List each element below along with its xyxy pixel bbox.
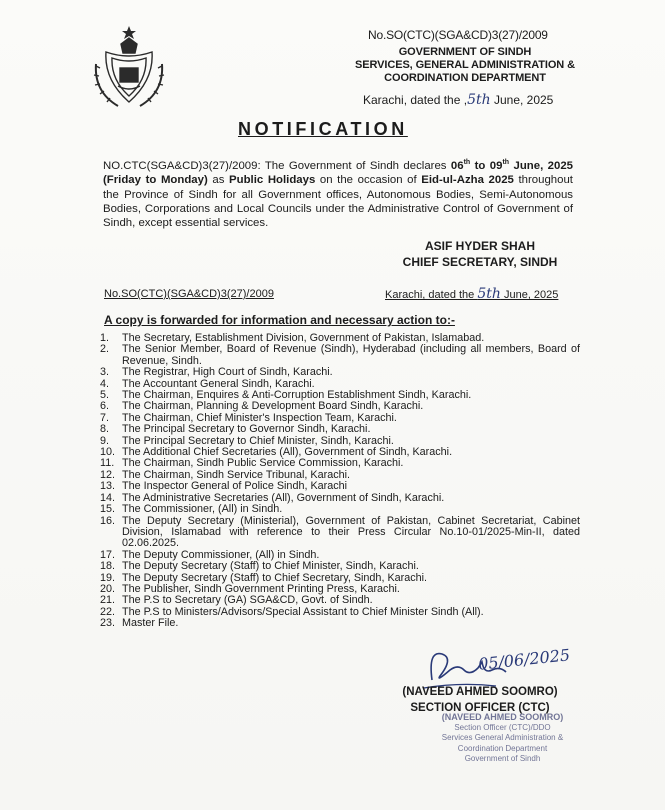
list-item xyxy=(100,367,580,378)
day-from-num: 06 xyxy=(450,159,464,172)
list-item-number: 8. xyxy=(100,423,110,436)
day-to xyxy=(490,160,509,172)
list-item-number: 15. xyxy=(100,503,116,516)
stamp-line-1: (NAVEED AHMED SOOMRO) xyxy=(441,712,564,722)
list-item-text: The Administrative Secretaries (All), Government of Sindh, Karachi. xyxy=(122,491,445,504)
list-item-text: The Commissioner, (All) in Sindh. xyxy=(122,503,283,516)
list-item-number: 5. xyxy=(100,389,110,402)
list-item-number: 13. xyxy=(100,480,116,493)
body-text-1: The Government of Sindh declares xyxy=(260,159,451,172)
forward-dated-prefix: Karachi, dated the xyxy=(385,289,478,301)
forward-handwritten-day: 5th xyxy=(477,286,501,302)
day-from xyxy=(451,160,470,172)
list-item-text: The Publisher, Sindh Government Printing Press, Karachi. xyxy=(122,582,400,595)
official-stamp xyxy=(430,712,575,765)
list-item-text: The P.S to Secretary (GA) SGA&CD, Govt. of Sindh. xyxy=(122,594,373,607)
list-item-text: The Deputy Commissioner, (All) in Sindh. xyxy=(122,548,320,561)
handwritten-signature-date: 05/06/2025 xyxy=(477,645,571,674)
gov-line-3: COORDINATION DEPARTMENT xyxy=(384,72,546,84)
signer-title: CHIEF SECRETARY, SINDH xyxy=(402,255,558,269)
stamp-line-4: Coordination Department xyxy=(457,743,548,753)
officer-title: SECTION OFFICER (CTC) xyxy=(410,702,550,714)
body-text-2: as xyxy=(207,174,230,187)
forward-dated-suffix: June, 2025 xyxy=(500,289,559,301)
list-item-text: The Additional Chief Secretaries (All), Government of Sindh, Karachi. xyxy=(122,446,453,459)
list-item-number: 3. xyxy=(100,366,110,379)
gov-line-1: GOVERNMENT OF SINDH xyxy=(398,46,532,58)
dated-suffix: June, 2025 xyxy=(490,93,554,107)
public-holidays: Public Holidays xyxy=(229,174,316,187)
to-word: to xyxy=(470,159,490,172)
list-item-text: The Chairman, Chief Minister's Inspection Team, Karachi. xyxy=(122,411,397,424)
list-item-number: 2. xyxy=(100,343,110,356)
list-item-text: The Chairman, Sindh Service Tribunal, Karachi. xyxy=(122,468,351,481)
list-item-number: 1. xyxy=(100,332,110,344)
distribution-list xyxy=(100,333,580,630)
gov-line-2: SERVICES, GENERAL ADMINISTRATION & xyxy=(355,59,575,71)
list-item-number: 18. xyxy=(100,560,116,573)
list-item-number: 6. xyxy=(100,400,110,413)
list-item-text: The Chairman, Sindh Public Service Commission, Karachi. xyxy=(122,457,404,470)
list-item-text: Master File. xyxy=(122,617,179,630)
list-item xyxy=(100,618,580,629)
list-item-text: The Principal Secretary to Governor Sindh, Karachi. xyxy=(122,423,371,436)
list-item-number: 17. xyxy=(100,548,116,561)
list-item-text: The Deputy Secretary (Staff) to Chief Minister, Sindh, Karachi. xyxy=(122,560,419,573)
sindh-government-emblem-icon xyxy=(88,20,170,112)
list-item-number: 16. xyxy=(100,514,116,527)
list-item-number: 21. xyxy=(100,594,116,607)
eid-name: Eid-ul-Azha 2025 xyxy=(421,174,514,187)
list-item-text: The Senior Member, Board of Revenue (Sindh), Hyderabad (including all members, Board of Revenue, Sindh. xyxy=(122,343,580,367)
reference-number: No.SO(CTC)(SGA&CD)3(27)/2009 xyxy=(368,28,548,42)
list-item-text: The Deputy Secretary (Staff) to Chief Secretary, Sindh, Karachi. xyxy=(122,571,428,584)
list-item-text: The Registrar, High Court of Sindh, Karachi. xyxy=(122,366,333,379)
list-item-text: The Secretary, Establishment Division, Government of Pakistan, Islamabad. xyxy=(122,332,485,344)
list-item-number: 7. xyxy=(100,411,110,424)
dated-line xyxy=(363,92,553,108)
department-heading xyxy=(340,46,590,85)
list-item-text: The P.S to Ministers/Advisors/Special Assistant to Chief Minister Sindh (All). xyxy=(122,605,484,618)
list-item xyxy=(100,481,580,492)
body-text-4: throughout the Province of Sindh for all Government offices, Autonomous Bodies, Semi-Autonomous Bodies, Corporations and Local Councils under the Administrative Control of Government of Sindh, except essential services. xyxy=(103,174,573,230)
list-item-text: The Deputy Secretary (Ministerial), Government of Pakistan, Cabinet Secretariat, Cabinet Division, Islamabad with reference to their Press Circular No.10-01/2025-Min-II, dated 02.06.2025. xyxy=(122,514,580,550)
list-item-number: 14. xyxy=(100,491,116,504)
stamp-line-2: Section Officer (CTC)/DDO xyxy=(454,722,551,732)
list-item-number: 9. xyxy=(100,434,110,447)
body-text-3: on the occasion of xyxy=(315,174,422,187)
forward-reference: No.SO(CTC)(SGA&CD)3(27)/2009 xyxy=(104,288,274,300)
copy-forward-heading: A copy is forwarded for information and necessary action to:- xyxy=(104,313,455,327)
day-from-sup: th xyxy=(463,159,471,166)
list-item-number: 12. xyxy=(100,468,116,481)
list-item-number: 4. xyxy=(100,377,110,390)
chief-secretary-signature-block xyxy=(380,238,580,270)
handwritten-day: 5th xyxy=(467,92,491,108)
day-to-num: 09 xyxy=(489,159,503,172)
list-item-number: 11. xyxy=(100,457,115,470)
list-item xyxy=(100,504,580,515)
list-item-text: The Principal Secretary to Chief Minister, Sindh, Karachi. xyxy=(122,434,394,447)
stamp-line-3: Services General Administration & xyxy=(441,733,564,742)
list-item xyxy=(100,424,580,435)
list-item-number: 23. xyxy=(100,617,116,630)
list-item-number: 10. xyxy=(100,446,116,459)
dated-prefix: Karachi, dated the , xyxy=(363,93,468,107)
stamp-line-5: Government of Sindh xyxy=(464,754,541,763)
list-item-text: The Accountant General Sindh, Karachi. xyxy=(122,377,315,390)
notification-title: NOTIFICATION xyxy=(238,119,408,139)
list-item-number: 22. xyxy=(100,605,116,618)
list-item xyxy=(100,344,580,367)
officer-name: (NAVEED AHMED SOOMRO) xyxy=(402,686,558,698)
list-item-number: 20. xyxy=(100,582,116,595)
month-year: June, 2025 (Friday to Monday) xyxy=(103,159,574,187)
list-item xyxy=(100,561,580,572)
notification-ref: NO.CTC(SGA&CD)3(27)/2009: xyxy=(103,159,261,172)
day-to-sup: th xyxy=(502,159,510,166)
list-item-text: The Inspector General of Police Sindh, Karachi xyxy=(122,480,348,493)
list-item-text: The Chairman, Planning & Development Board Sindh, Karachi. xyxy=(122,400,424,413)
signer-name: ASIF HYDER SHAH xyxy=(424,239,535,253)
notification-body xyxy=(103,156,573,231)
list-item xyxy=(100,516,580,550)
list-item-number: 19. xyxy=(100,571,116,584)
list-item-text: The Chairman, Enquires & Anti-Corruption Establishment Sindh, Karachi. xyxy=(122,389,472,402)
forward-dated xyxy=(385,286,558,302)
